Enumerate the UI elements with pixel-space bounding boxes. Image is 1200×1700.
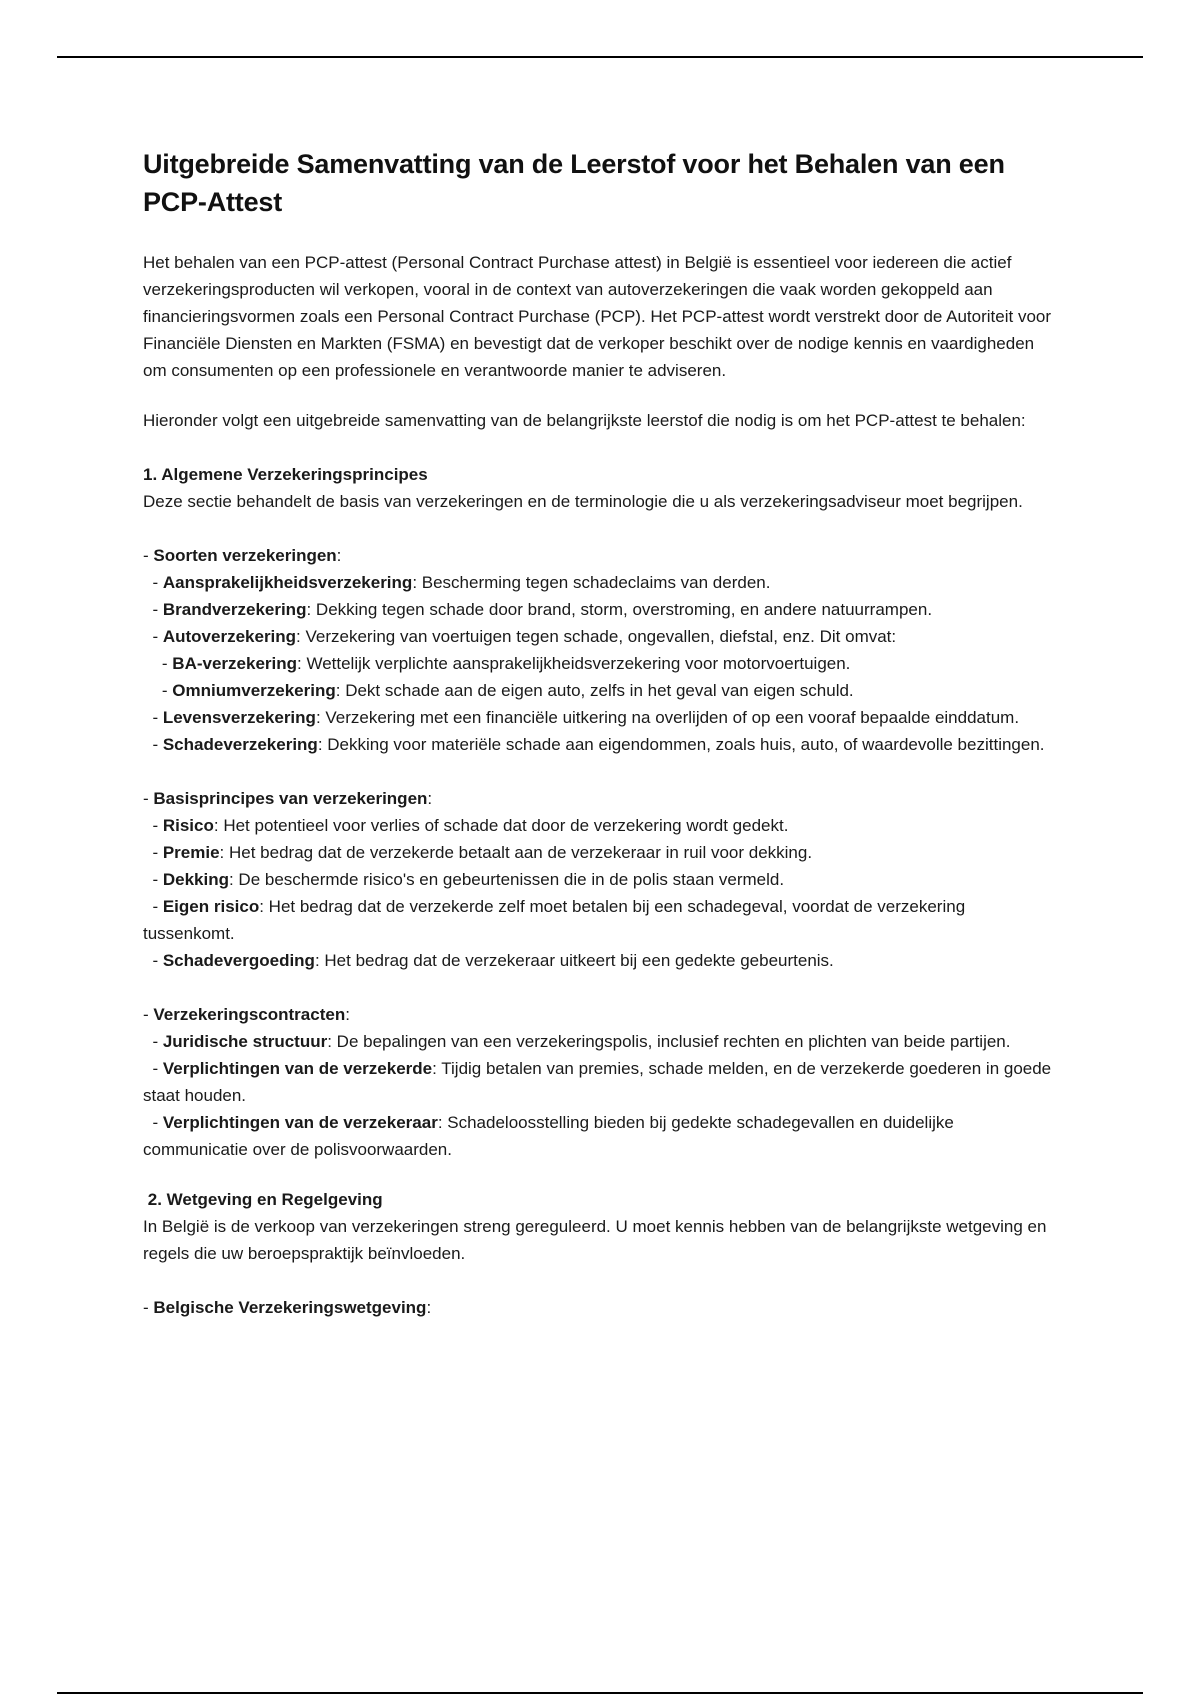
intro-paragraph-2: Hieronder volgt een uitgebreide samenvatting van de belangrijkste leerstof die nodig is om het PCP-attest te behalen: [143,411,1026,430]
list-item-nested: - Omniumverzekering: Dekt schade aan de eigen auto, zelfs in het geval van eigen schuld. [143,681,854,700]
list-item: - Premie: Het bedrag dat de verzekerde betaalt aan de verzekeraar in ruil voor dekking. [143,843,813,862]
list-item-term: Premie [162,843,220,862]
list-item: - Risico: Het potentieel voor verlies of schade dat door de verzekering wordt gedekt. [143,816,789,835]
bottom-rule [57,1692,1143,1694]
list-item: - Schadeverzekering: Dekking voor materiële schade aan eigendommen, zoals huis, auto, of waardevolle bezittingen. [143,735,1045,754]
list-item: - Verplichtingen van de verzekeraar: Schadeloosstelling bieden bij gedekte schadegevallen en duidelijke communicatie over de polisvoorwaarden. [143,1113,959,1159]
list-item-term: Risico [162,816,214,835]
list-item-term: Schadevergoeding [162,951,315,970]
list-item-term: Verplichtingen van de verzekerde [162,1059,433,1078]
list-item: - Brandverzekering: Dekking tegen schade door brand, storm, overstroming, en andere natuurrampen. [143,600,933,619]
group-label: Verzekeringscontracten [153,1005,346,1024]
list-item-text: : Het potentieel voor verlies of schade dat door de verzekering wordt gedekt. [213,816,789,835]
list-item: - Aansprakelijkheidsverzekering: Bescherming tegen schadeclaims van derden. [143,573,771,592]
list-item: - Dekking: De beschermde risico's en gebeurtenissen die in de polis staan vermeld. [143,870,785,889]
list-item-text: : Verzekering van voertuigen tegen schade, ongevallen, diefstal, enz. Dit omvat: [296,627,897,646]
list-item: - Verplichtingen van de verzekerde: Tijdig betalen van premies, schade melden, en de verzekerde goederen in goede staat houden. [143,1059,1056,1105]
top-rule [57,56,1143,58]
list-item-text: : Wettelijk verplichte aansprakelijkheidsverzekering voor motorvoertuigen. [297,654,851,673]
list-item-term: Juridische structuur [162,1032,328,1051]
list-item-text: : Het bedrag dat de verzekeraar uitkeert bij een gedekte gebeurtenis. [314,951,834,970]
list-item-term: Brandverzekering [162,600,307,619]
group-heading-soorten: - Soorten verzekeringen: [143,546,342,565]
document-title: Uitgebreide Samenvatting van de Leerstof voor het Behalen van een PCP-Attest [143,149,1005,217]
list-item-term: Schadeverzekering [162,735,318,754]
list-item: - Schadevergoeding: Het bedrag dat de verzekeraar uitkeert bij een gedekte gebeurtenis. [143,951,834,970]
list-item-term: Eigen risico [162,897,260,916]
list-item-text: : De beschermde risico's en gebeurtenissen die in de polis staan vermeld. [228,870,785,889]
list-item-term: Dekking [162,870,229,889]
list-item: - Juridische structuur: De bepalingen van een verzekeringspolis, inclusief rechten en plichten van beide partijen. [143,1032,1011,1051]
list-item-text: : De bepalingen van een verzekeringspolis, inclusief rechten en plichten van beide partijen. [327,1032,1011,1051]
list-item-text: : Het bedrag dat de verzekerde betaalt aan de verzekeraar in ruil voor dekking. [219,843,813,862]
section-2-heading [143,1186,1058,1213]
list-item-term: Verplichtingen van de verzekeraar [162,1113,438,1132]
list-item-term: Omniumverzekering [172,681,336,700]
list-item-text: : Dekking voor materiële schade aan eigendommen, zoals huis, auto, of waardevolle bezittingen. [317,735,1045,754]
list-item-text: : Het bedrag dat de verzekerde zelf moet betalen bij een schadegeval, voordat de verzekering tussenkomt. [143,897,970,943]
group-label: Soorten verzekeringen [153,546,337,565]
list-item-term: BA-verzekering [172,654,298,673]
list-item: - Levensverzekering: Verzekering met een financiële uitkering na overlijden of op een vooraf bepaalde einddatum. [143,708,1020,727]
list-item: - Eigen risico: Het bedrag dat de verzekerde zelf moet betalen bij een schadegeval, voordat de verzekering tussenkomt. [143,897,970,943]
list-item-term: Levensverzekering [162,708,316,727]
section-1-description: Deze sectie behandelt de basis van verzekeringen en de terminologie die u als verzekeringsadviseur moet begrijpen. [143,492,1023,511]
section-2-heading-text: 2. Wetgeving en Regelgeving [147,1190,383,1209]
intro-paragraph-1: Het behalen van een PCP-attest (Personal Contract Purchase attest) in België is essentieel voor iedereen die actief verzekeringsproducten wil verkopen, vooral in de context van autoverzekeringen die vaak worden gekoppeld aan financieringsvormen zoals een Personal Contract Purchase (PCP). Het PCP-attest wordt verstrekt door de Autoriteit voor Financiële Diensten en Markten (FSMA) en bevestigt dat de verkoper beschikt over de nodige kennis en vaardigheden om consumenten op een professionele en verantwoorde manier te adviseren. [143,253,1052,380]
list-item-nested: - BA-verzekering: Wettelijk verplichte aansprakelijkheidsverzekering voor motorvoertuigen. [143,654,851,673]
list-item-text: : Dekking tegen schade door brand, storm, overstroming, en andere natuurrampen. [306,600,933,619]
list-item-text: : Bescherming tegen schadeclaims van derden. [412,573,771,592]
group-label: Belgische Verzekeringswetgeving [153,1298,427,1317]
list-item-text: : Schadeloosstelling bieden bij gedekte schadegevallen en duidelijke communicatie over de polisvoorwaarden. [143,1113,959,1159]
list-item: - Autoverzekering: Verzekering van voertuigen tegen schade, ongevallen, diefstal, enz. Dit omvat: [143,627,897,646]
list-item-text: : Verzekering met een financiële uitkering na overlijden of op een vooraf bepaalde einddatum. [315,708,1020,727]
group-heading-wetgeving: - Belgische Verzekeringswetgeving: [143,1298,432,1317]
list-item-term: Aansprakelijkheidsverzekering [162,573,413,592]
list-item-text: : Tijdig betalen van premies, schade melden, en de verzekerde goederen in goede staat houden. [143,1059,1056,1105]
section-2-description: In België is de verkoop van verzekeringen streng gereguleerd. U moet kennis hebben van de belangrijkste wetgeving en regels die uw beroepspraktijk beïnvloeden. [143,1217,1047,1263]
group-heading-basisprincipes: - Basisprincipes van verzekeringen: [143,789,433,808]
group-heading-contracten: - Verzekeringscontracten: [143,1005,350,1024]
document-body [143,145,1058,1321]
group-label: Basisprincipes van verzekeringen [153,789,428,808]
list-item-term: Autoverzekering [162,627,297,646]
list-item-text: : Dekt schade aan de eigen auto, zelfs in het geval van eigen schuld. [335,681,854,700]
section-1-heading: 1. Algemene Verzekeringsprincipes [143,465,428,484]
